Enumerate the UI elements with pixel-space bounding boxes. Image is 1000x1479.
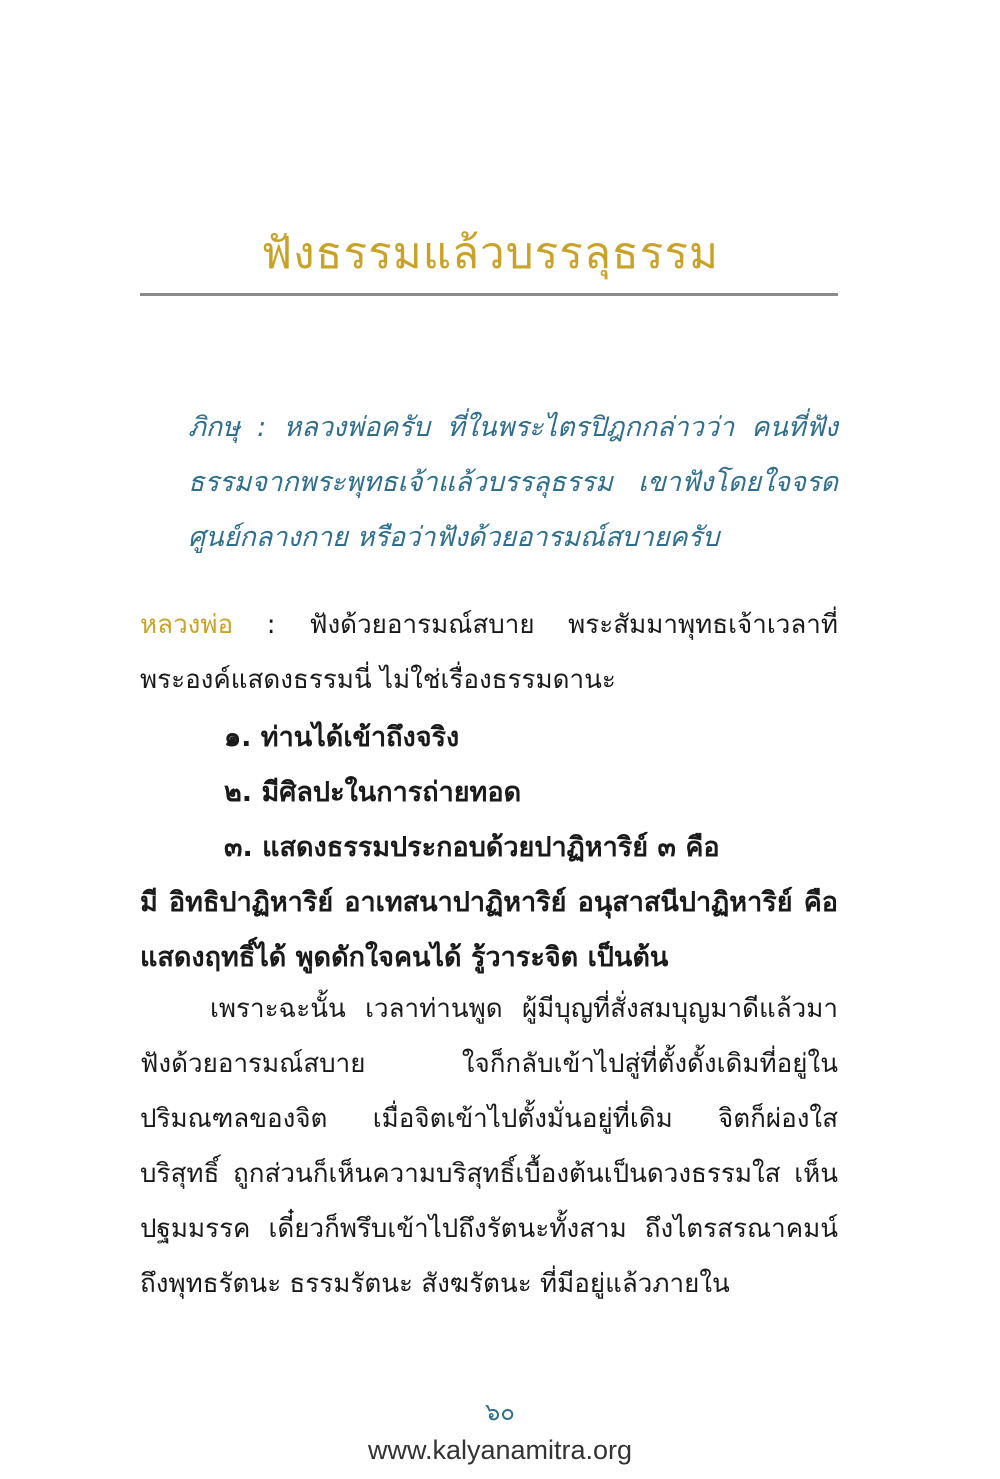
page-title: ฟังธรรมแล้วบรรลุธรรม	[260, 228, 720, 279]
body-paragraph: เพราะฉะนั้น เวลาท่านพูด ผู้มีบุญที่สั่งสมบุญมาดีแล้วมาฟังด้วยอารมณ์สบาย ใจก็กลับเข้าไปสู่ที่ตั้งดั้งเดิมที่อยู่ในปริมณฑลของจิต เมื่อจิตเข้าไปตั้งมั่นอยู่ที่เดิม จิตก็ผ่องใส บริสุทธิ์ ถูกส่วนก็เห็นความบริสุทธิ์เบื้องต้นเป็นดวงธรรมใส เห็นปฐมมรรค เดี๋ยวก็พรึบเข้าไปถึงรัตนะทั้งสาม ถึงไตรสรณาคมน์ ถึงพุทธรัตนะ ธรรมรัตนะ สังฆรัตนะ ที่มีอยู่แล้วภายใน	[140, 994, 838, 1299]
speaker-label: หลวงพ่อ	[140, 610, 234, 640]
list-item: ๑. ท่านได้เข้าถึงจริง	[224, 722, 460, 753]
footer-url: www.kalyanamitra.org	[367, 1435, 633, 1465]
question-block: ภิกษุ : หลวงพ่อครับ ที่ในพระไตรปิฎกกล่าวว่า คนที่ฟังธรรมจากพระพุทธเจ้าแล้วบรรลุธรรม เขาฟังโดยใจจรดศูนย์กลางกาย หรือว่าฟังด้วยอารมณ์สบายครับ	[188, 412, 838, 553]
list-item: ๒. มีศิลปะในการถ่ายทอด	[224, 777, 522, 808]
numbered-list	[140, 710, 838, 985]
list-continuation: มี อิทธิปาฏิหาริย์ อาเทสนาปาฏิหาริย์ อนุสาสนีปาฏิหาริย์ คือ แสดงฤทธิ์ได้ พูดดักใจคนได้ รู้วาระจิต เป็นต้น	[140, 887, 838, 973]
answer-block	[140, 598, 838, 708]
page-number: ๖๐	[485, 1398, 515, 1426]
list-item: ๓. แสดงธรรมประกอบด้วยปาฏิหาริย์ ๓ คือ	[224, 832, 720, 863]
title-divider	[140, 293, 838, 296]
answer-text: : ฟังด้วยอารมณ์สบาย พระสัมมาพุทธเจ้าเวลาที่พระองค์แสดงธรรมนี่ ไม่ใช่เรื่องธรรมดานะ	[140, 610, 838, 695]
